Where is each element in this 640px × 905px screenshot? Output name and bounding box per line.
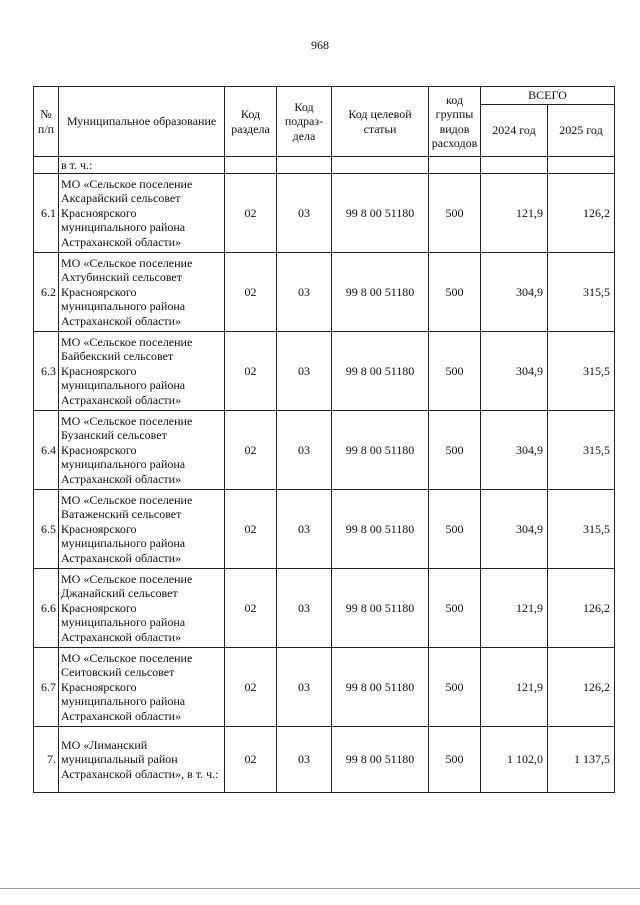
section-code: 02 <box>225 648 277 727</box>
target-code: 99 8 00 51180 <box>332 253 429 332</box>
subheader-empty-cell <box>481 157 548 174</box>
target-code: 99 8 00 51180 <box>332 648 429 727</box>
amount-2024: 121,9 <box>481 174 548 253</box>
section-code: 02 <box>225 727 277 793</box>
amount-2024: 1 102,0 <box>481 727 548 793</box>
municipality-name: МО «Сельское поселение Сеитовский сельсовет Красноярского муниципального района Астраханской области» <box>59 648 225 727</box>
subheader-row <box>34 157 615 174</box>
row-number: 7. <box>34 727 59 793</box>
subsection-code: 03 <box>277 727 332 793</box>
expense-group-code: 500 <box>429 253 481 332</box>
header-expense-group-code: код группы видов расходов <box>429 87 481 157</box>
page-number: 968 <box>311 38 329 52</box>
budget-table <box>33 86 615 793</box>
municipality-name: МО «Сельское поселение Ватаженский сельсовет Красноярского муниципального района Астраханской области» <box>59 490 225 569</box>
amount-2024: 121,9 <box>481 648 548 727</box>
row-number: 6.1 <box>34 174 59 253</box>
target-code: 99 8 00 51180 <box>332 411 429 490</box>
expense-group-code: 500 <box>429 490 481 569</box>
amount-2025: 315,5 <box>548 490 615 569</box>
subsection-code: 03 <box>277 411 332 490</box>
subsection-code: 03 <box>277 174 332 253</box>
subsection-code: 03 <box>277 490 332 569</box>
subsection-code: 03 <box>277 253 332 332</box>
section-code: 02 <box>225 174 277 253</box>
amount-2025: 315,5 <box>548 253 615 332</box>
municipality-name: МО «Сельское поселение Ахтубинский сельсовет Красноярского муниципального района Астраханской области» <box>59 253 225 332</box>
municipality-name: МО «Сельское поселение Байбекский сельсовет Красноярского муниципального района Астраханской области» <box>59 332 225 411</box>
section-code: 02 <box>225 332 277 411</box>
section-code: 02 <box>225 253 277 332</box>
municipality-name: МО «Сельское поселение Аксарайский сельсовет Красноярского муниципального района Астраханской области» <box>59 174 225 253</box>
amount-2025: 126,2 <box>548 648 615 727</box>
municipality-name: МО «Сельское поселение Джанайский сельсовет Красноярского муниципального района Астраханской области» <box>59 569 225 648</box>
table-body <box>34 157 615 793</box>
table-row <box>34 411 615 490</box>
subheader-empty-cell <box>277 157 332 174</box>
municipality-name: МО «Лиманский муниципальный район Астраханской области», в т. ч.: <box>59 727 225 793</box>
target-code: 99 8 00 51180 <box>332 490 429 569</box>
subheader-empty-cell <box>429 157 481 174</box>
table-row <box>34 490 615 569</box>
expense-group-code: 500 <box>429 332 481 411</box>
table-row <box>34 569 615 648</box>
table-row <box>34 727 615 793</box>
header-year-2025: 2025 год <box>548 105 615 157</box>
expense-group-code: 500 <box>429 648 481 727</box>
header-section-code: Код раздела <box>225 87 277 157</box>
subsection-code: 03 <box>277 648 332 727</box>
amount-2024: 304,9 <box>481 332 548 411</box>
header-subsection-code: Код подраз-дела <box>277 87 332 157</box>
subsection-code: 03 <box>277 332 332 411</box>
expense-group-code: 500 <box>429 727 481 793</box>
target-code: 99 8 00 51180 <box>332 174 429 253</box>
amount-2025: 315,5 <box>548 332 615 411</box>
row-number: 6.4 <box>34 411 59 490</box>
section-code: 02 <box>225 411 277 490</box>
amount-2024: 304,9 <box>481 490 548 569</box>
table-row <box>34 174 615 253</box>
subheader-empty-cell <box>332 157 429 174</box>
subsection-code: 03 <box>277 569 332 648</box>
row-number: 6.7 <box>34 648 59 727</box>
amount-2025: 1 137,5 <box>548 727 615 793</box>
table-row <box>34 332 615 411</box>
row-number: 6.5 <box>34 490 59 569</box>
table-row <box>34 253 615 332</box>
amount-2025: 315,5 <box>548 411 615 490</box>
bottom-divider <box>0 888 640 889</box>
subheader-label: в т. ч.: <box>59 157 225 174</box>
header-num: № п/п <box>34 87 59 157</box>
target-code: 99 8 00 51180 <box>332 569 429 648</box>
expense-group-code: 500 <box>429 569 481 648</box>
municipality-name: МО «Сельское поселение Бузанский сельсовет Красноярского муниципального района Астраханской области» <box>59 411 225 490</box>
expense-group-code: 500 <box>429 174 481 253</box>
target-code: 99 8 00 51180 <box>332 332 429 411</box>
subheader-empty-cell <box>225 157 277 174</box>
row-number: 6.6 <box>34 569 59 648</box>
row-number: 6.3 <box>34 332 59 411</box>
amount-2025: 126,2 <box>548 569 615 648</box>
header-municipality: Муниципальное образование <box>59 87 225 157</box>
header-year-2024: 2024 год <box>481 105 548 157</box>
section-code: 02 <box>225 569 277 648</box>
subheader-empty-cell <box>34 157 59 174</box>
header-target-code: Код целевой статьи <box>332 87 429 157</box>
expense-group-code: 500 <box>429 411 481 490</box>
row-number: 6.2 <box>34 253 59 332</box>
table-header <box>34 87 615 157</box>
amount-2024: 304,9 <box>481 411 548 490</box>
table-row <box>34 648 615 727</box>
amount-2024: 121,9 <box>481 569 548 648</box>
header-total: ВСЕГО <box>481 87 615 105</box>
target-code: 99 8 00 51180 <box>332 727 429 793</box>
amount-2024: 304,9 <box>481 253 548 332</box>
amount-2025: 126,2 <box>548 174 615 253</box>
section-code: 02 <box>225 490 277 569</box>
subheader-empty-cell <box>548 157 615 174</box>
